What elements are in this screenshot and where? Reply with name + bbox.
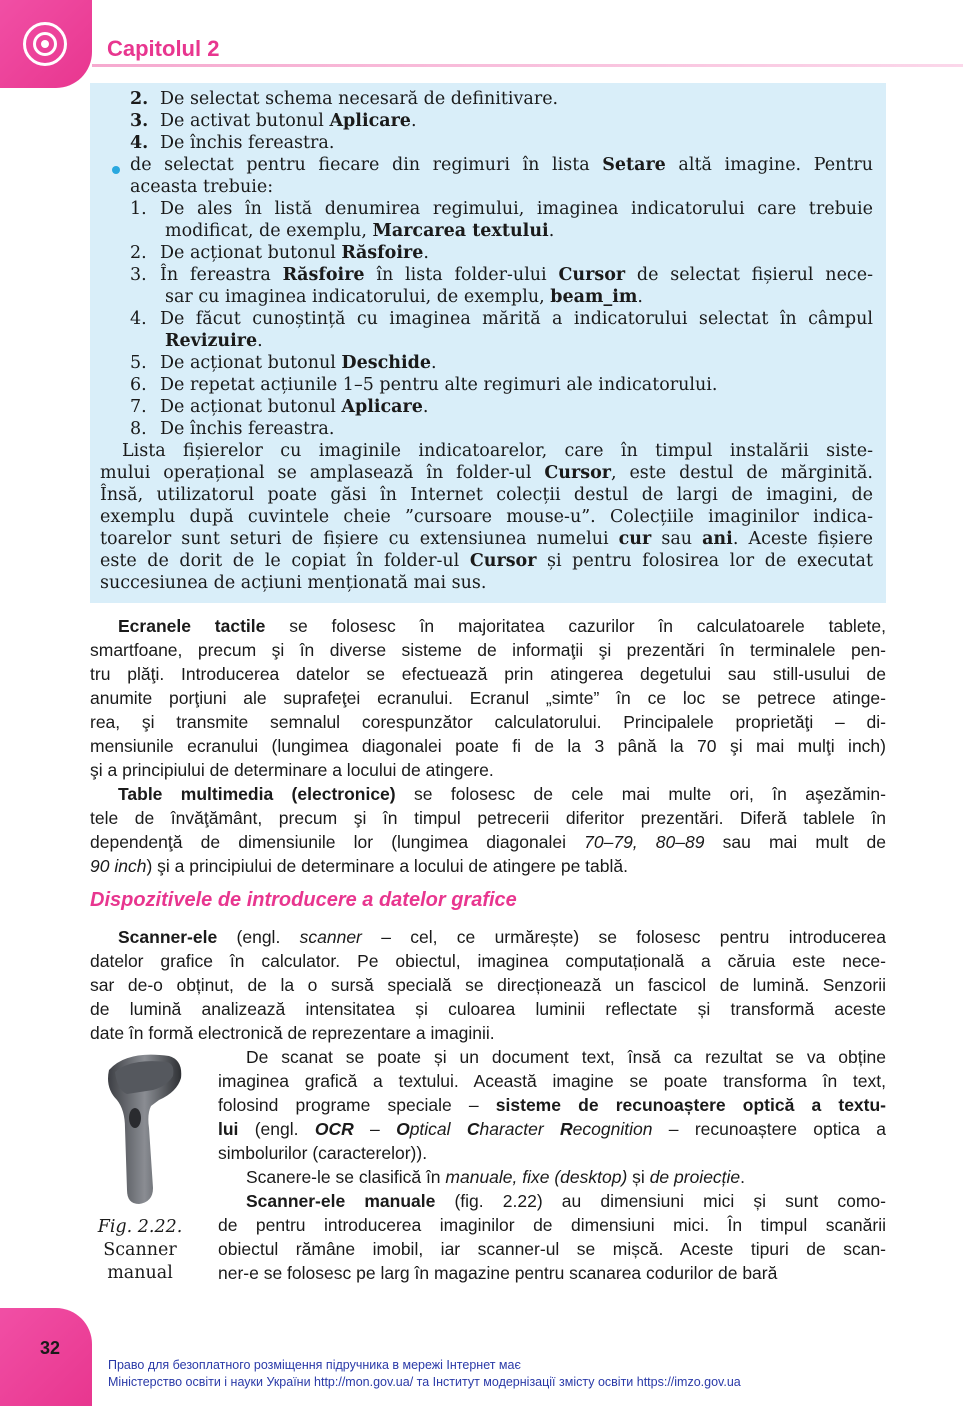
- text-run: Revizuire: [165, 331, 258, 351]
- text-run: de selectat fișierul nece-: [625, 265, 873, 285]
- paragraph-line: [90, 710, 886, 734]
- paragraph-multimedia-tables: [90, 782, 886, 878]
- text-run: Setare: [602, 155, 666, 175]
- paragraph-line: [218, 1237, 886, 1261]
- text-run: se folosesc în majoritatea cazurilor în calculatoarele tablete,: [265, 616, 886, 636]
- text-run: și: [627, 1167, 650, 1187]
- text-run: beam_im: [550, 287, 638, 307]
- bullet-icon: [112, 166, 120, 174]
- paragraph-line: [90, 638, 886, 662]
- text-run: (fig. 2.22) au dimensiuni mici și sunt como-: [435, 1191, 886, 1211]
- text-run: .: [423, 243, 429, 263]
- text-run: ner-e se folosesc pe larg în magazine pentru scanarea codurilor de bară: [218, 1263, 778, 1283]
- text-run: R: [560, 1119, 573, 1139]
- text-run: se folosesc de cele mai multe ori, în aşezămin-: [395, 784, 886, 804]
- text-run: Scanner-ele manuale: [246, 1191, 436, 1211]
- text-run: C: [466, 1119, 480, 1139]
- text-run: ecognition: [572, 1119, 653, 1139]
- text-run: este de dorit de le copiat în folder-ul: [100, 551, 470, 571]
- paragraph-scanners: [90, 925, 886, 1045]
- text-run: De închis fereastra.: [160, 419, 335, 439]
- text-run: sisteme de recunoaștere optică a textu-: [495, 1095, 886, 1115]
- text-run: De acționat butonul: [160, 243, 342, 263]
- paragraph-line: [218, 1165, 886, 1189]
- text-run: sau mai mult de: [704, 832, 886, 852]
- figure-caption-line2: manual: [107, 1263, 173, 1283]
- list-item: [160, 264, 873, 286]
- figure-label: Fig. 2.22.: [97, 1217, 183, 1237]
- text-run: rea, şi transmite semnalul corespunzător calculatorului. Principalele proprietăţi – di-: [90, 712, 886, 732]
- text-run: Însă, utilizatorul poate găsi în Internet colecții destul de largi de imagini, de: [100, 485, 873, 505]
- text-run: De acționat butonul: [160, 353, 342, 373]
- paragraph-line: [90, 925, 886, 949]
- text-run: mului operațional se amplasează în folder-ul: [100, 463, 545, 483]
- text-run: Lista fișierelor cu imaginile indicatoarelor, care în timpul instalării siste-: [122, 441, 873, 461]
- text-run: De scanat se poate și un document text, însă ca rezultat se va obține: [246, 1047, 886, 1067]
- instruction-box: [90, 83, 886, 603]
- box-paragraph-line: [100, 528, 873, 550]
- text-run: Scanere-le se clasifică în: [246, 1167, 446, 1187]
- text-run: folosind programe speciale –: [218, 1095, 496, 1115]
- text-run: .: [740, 1167, 746, 1187]
- text-run: .: [548, 221, 555, 241]
- list-number: 6.: [130, 375, 147, 395]
- text-run: O: [396, 1119, 410, 1139]
- list-number: 4.: [130, 309, 147, 329]
- paragraph-line: [90, 1021, 886, 1045]
- text-run: De ales în listă denumirea regimului, imaginea indicatorului care trebuie: [160, 199, 873, 219]
- text-run: Răsfoire: [282, 265, 365, 285]
- text-run: sar cu imaginea indicatorului, de exemplu,: [165, 287, 551, 307]
- text-run: Cursor: [544, 463, 611, 483]
- text-run: OCR: [314, 1119, 354, 1139]
- text-run: smartfoane, precum şi în diverse sisteme de informaţii şi prezentări în terminalele pen-: [90, 640, 886, 660]
- list-number: 3.: [130, 265, 147, 285]
- text-run: (engl.: [217, 927, 300, 947]
- text-run: aceasta trebuie:: [130, 177, 274, 197]
- text-run: dependenţă de dimensiunile lor (lungimea diagonalei: [90, 832, 585, 852]
- text-run: Aplicare: [341, 397, 423, 417]
- text-run: anumite porţiuni ale suprafeţei ecranului. Ecranul „simte” în ce loc se petrece atinge-: [90, 688, 886, 708]
- text-run: sau: [651, 529, 703, 549]
- text-run: simbolurilor (caracterelor)).: [218, 1143, 428, 1163]
- text-run: Răsfoire: [341, 243, 424, 263]
- text-run: .: [410, 111, 417, 131]
- paragraph-line: [90, 614, 886, 638]
- text-run: de selectat pentru fiecare din regimuri în lista: [130, 155, 603, 175]
- text-run: .: [257, 331, 263, 351]
- text-run: 90 inch: [90, 856, 147, 876]
- text-run: de proiecție: [649, 1167, 741, 1187]
- box-paragraph-line: [100, 484, 873, 506]
- list-item: [160, 308, 873, 330]
- paragraph-line: [90, 830, 886, 854]
- paragraph-line: [90, 758, 886, 782]
- text-run: De făcut cunoștință cu imaginea mărită a indicatorului selectat în câmpul: [160, 309, 873, 329]
- footer-line2: Міністерство освіти і науки України http://mon.gov.ua/ та Інститут модернізації змісту освіти https://imzo.gov.ua: [108, 1375, 741, 1389]
- figure-caption: [90, 1216, 190, 1285]
- paragraph-touchscreens: [90, 614, 886, 782]
- paragraph-line: [90, 949, 886, 973]
- text-run: În fereastra: [160, 265, 283, 285]
- paragraph-line: [90, 734, 886, 758]
- text-run: .: [430, 353, 437, 373]
- paragraph-line: [218, 1141, 886, 1165]
- text-run: tru plăţi. Introducerea datelor se efectuează prin atingerea degetului sau still-usului de: [90, 664, 886, 684]
- paragraph-line: [90, 997, 886, 1021]
- paragraph-line: [90, 662, 886, 686]
- text-run: . Aceste fișiere: [732, 529, 874, 549]
- footer-line1: Право для безоплатного розміщення підручника в мережі Інтернет має: [108, 1358, 521, 1372]
- list-number: 7.: [130, 397, 147, 417]
- list-item: [130, 154, 873, 176]
- text-run: de lumină analizează intensitatea și culoarea luminii reflectate și transformă aceste: [90, 999, 886, 1019]
- box-paragraph-line: [100, 572, 873, 594]
- text-run: haracter: [479, 1119, 561, 1139]
- paragraph-line: [218, 1117, 886, 1141]
- list-item: [165, 330, 263, 352]
- text-run: – recunoaștere optica a: [652, 1119, 886, 1139]
- text-run: în lista folder-ului: [364, 265, 559, 285]
- list-item: [160, 110, 417, 132]
- text-run: Ecranele tactile: [118, 616, 266, 636]
- text-run: sar de-o obținut, de la o sursă specială se direcționează un fascicol de lumină. Senzorii: [90, 975, 886, 995]
- text-run: De selectat schema necesară de definitivare.: [160, 89, 559, 109]
- list-number: 2.: [130, 243, 147, 263]
- text-run: lui: [218, 1119, 239, 1139]
- text-run: Scanner-ele: [118, 927, 218, 947]
- text-run: scanner: [299, 927, 362, 947]
- list-item: [160, 418, 334, 440]
- text-run: altă imagine. Pentru: [665, 155, 873, 175]
- list-number: 2.: [130, 89, 149, 109]
- box-paragraph-line: [122, 440, 873, 462]
- text-run: tele de învăţământ, precum şi în timpul petrecerii diferitor prezentări. Diferă tablele în: [90, 808, 886, 828]
- box-paragraph-line: [100, 550, 873, 572]
- text-run: cur: [618, 529, 652, 549]
- text-run: ) şi a principiului de determinare a locului de atingere pe tablă.: [146, 856, 628, 876]
- chapter-corner-badge: [0, 0, 92, 88]
- list-item: [160, 198, 873, 220]
- text-run: ani: [702, 529, 733, 549]
- text-run: (engl.: [238, 1119, 315, 1139]
- list-item: [160, 374, 717, 396]
- text-run: 70–79, 80–89: [584, 832, 705, 852]
- figure-caption-line1: Scanner: [103, 1240, 177, 1260]
- list-number: 1.: [130, 199, 147, 219]
- paragraph-line: [90, 686, 886, 710]
- paragraph-line: [218, 1213, 886, 1237]
- target-icon: [23, 22, 67, 66]
- list-item: [160, 88, 558, 110]
- text-run: manuale, fixe (desktop): [445, 1167, 628, 1187]
- text-run: Aplicare: [329, 111, 411, 131]
- text-run: Deschide: [341, 353, 431, 373]
- text-run: exemplu după cuvintele cheie ”cursoare mouse-u”. Colecțiile imaginilor indica-: [100, 507, 873, 527]
- text-run: ptical: [409, 1119, 467, 1139]
- paragraph-line: [90, 782, 886, 806]
- text-run: – cel, ce urmărește) se folosesc pentru introducerea: [361, 927, 886, 947]
- paragraph-line: [90, 806, 886, 830]
- list-number: 8.: [130, 419, 147, 439]
- text-run: şi a principiului de determinare a locului de atingere.: [90, 760, 494, 780]
- list-item: [165, 220, 554, 242]
- list-number: 3.: [130, 111, 149, 131]
- text-run: De acționat butonul: [160, 397, 342, 417]
- section-heading: Dispozitivele de introducere a datelor grafice: [90, 889, 517, 911]
- text-run: toarelor sunt seturi de fișiere cu extensiunea numelui: [100, 529, 619, 549]
- text-run: succesiunea de acțiuni menționată mai sus.: [100, 573, 487, 593]
- box-paragraph-line: [100, 506, 873, 528]
- paragraph-line: [218, 1261, 886, 1285]
- list-number: 4.: [130, 133, 149, 153]
- list-item: [165, 286, 643, 308]
- paragraph-line: [90, 854, 886, 878]
- box-paragraph-line: [100, 462, 873, 484]
- text-run: modificat, de exemplu,: [165, 221, 373, 241]
- handheld-scanner-image: [97, 1048, 185, 1208]
- paragraph-line: [218, 1093, 886, 1117]
- text-run: De activat butonul: [160, 111, 330, 131]
- text-run: .: [637, 287, 643, 307]
- text-run: Table multimedia (electronice): [118, 784, 396, 804]
- text-run: Cursor: [469, 551, 537, 571]
- list-item: [160, 352, 437, 374]
- text-run: mensiunile ecranului (lungimea diagonalei poate fi de la 3 până la 70 şi mai mulţi inch): [90, 736, 886, 756]
- page-number: 32: [40, 1338, 61, 1358]
- header-rule: [92, 64, 963, 67]
- text-run: –: [353, 1119, 397, 1139]
- text-run: obiectul rămâne imobil, iar scanner-ul se mișcă. Aceste tipuri de scan-: [218, 1239, 886, 1259]
- list-item: [130, 176, 273, 198]
- text-run: .: [422, 397, 429, 417]
- chapter-title: Capitolul 2: [107, 36, 220, 61]
- list-item: [160, 132, 334, 154]
- text-run: De închis fereastra.: [160, 133, 335, 153]
- text-run: , este destul de mărginită.: [610, 463, 873, 483]
- list-item: [160, 396, 428, 418]
- text-run: imaginea grafică a textului. Această imagine se poate transforma în text,: [218, 1071, 886, 1091]
- paragraph-line: [90, 973, 886, 997]
- paragraph-line: [218, 1069, 886, 1093]
- paragraph-ocr: [218, 1045, 886, 1285]
- paragraph-line: [218, 1189, 886, 1213]
- text-run: date în formă electronică de reprezentare a imaginii.: [90, 1023, 495, 1043]
- list-number: 5.: [130, 353, 147, 373]
- list-item: [160, 242, 429, 264]
- text-run: De repetat acțiunile 1–5 pentru alte regimuri ale indicatorului.: [160, 375, 718, 395]
- text-run: și pentru folosirea lor de executat: [536, 551, 873, 571]
- paragraph-line: [218, 1045, 886, 1069]
- text-run: de pentru introducerea imaginilor de dimensiuni mici. În timpul scanării: [218, 1215, 886, 1235]
- text-run: datelor grafice în calculator. Pe obiectul, imaginea computațională a căruia este nece-: [90, 951, 886, 971]
- text-run: Marcarea textului: [372, 221, 549, 241]
- text-run: Cursor: [558, 265, 626, 285]
